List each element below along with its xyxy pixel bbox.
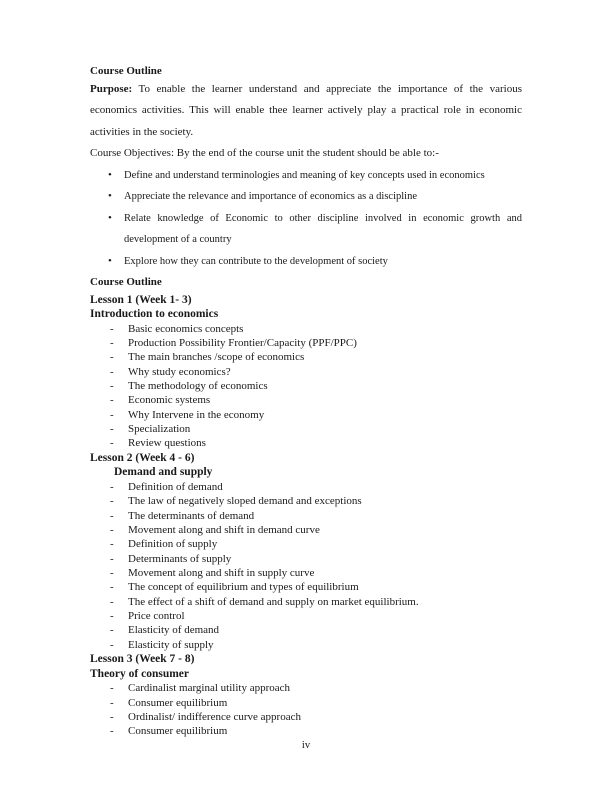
list-item-text: Price control — [128, 610, 185, 623]
list-item-text: Ordinalist/ indifference curve approach — [128, 710, 301, 723]
lesson-title: Lesson 2 (Week 4 - 6) — [90, 451, 195, 464]
dash-icon: - — [110, 437, 114, 450]
dash-icon: - — [110, 552, 114, 565]
page-title: Course Outline — [90, 65, 162, 77]
bullet-icon: • — [108, 168, 112, 181]
dash-icon: - — [110, 710, 114, 723]
list-item-text: Why study economics? — [128, 365, 231, 378]
list-item — [90, 165, 522, 187]
list-item — [90, 350, 522, 364]
list-item — [90, 724, 522, 738]
list-item-text: Basic economics concepts — [128, 322, 244, 335]
lesson-block-2 — [90, 451, 522, 652]
list-item-text: The effect of a shift of demand and supply on market equilibrium. — [128, 595, 419, 608]
dash-icon: - — [110, 509, 114, 522]
lesson-block-3 — [90, 652, 522, 739]
list-item — [90, 365, 522, 379]
dash-icon: - — [110, 495, 114, 508]
objectives-paragraph — [90, 143, 522, 165]
lesson-subtitle: Demand and supply — [114, 466, 213, 479]
list-item-text: Determinants of supply — [128, 552, 232, 565]
list-item — [90, 710, 522, 724]
objectives-label: Course Objectives: — [90, 147, 175, 159]
bullet-icon: • — [108, 254, 112, 267]
dash-icon: - — [110, 337, 114, 350]
list-item — [90, 580, 522, 594]
list-item — [90, 251, 522, 273]
list-item — [90, 494, 522, 508]
list-item-text: The methodology of economics — [128, 380, 268, 393]
dash-icon: - — [110, 595, 114, 608]
list-item — [90, 609, 522, 623]
dash-icon: - — [110, 351, 114, 364]
purpose-text: To enable the learner understand and appreciate the importance of the various economics activities. This will enable thee learner actively play a practical role in economic activities in the society. — [90, 82, 522, 138]
bullet-icon: • — [108, 190, 112, 202]
lesson-block-1 — [90, 293, 522, 451]
purpose-paragraph — [90, 79, 522, 144]
dash-icon: - — [110, 524, 114, 536]
list-item — [90, 480, 522, 494]
list-item-text: Definition of supply — [128, 538, 218, 551]
lesson-topics — [90, 480, 522, 652]
list-item-text: Consumer equilibrium — [128, 725, 228, 738]
list-item-text: Define and understand terminologies and meaning of key concepts used in economics — [124, 169, 485, 181]
list-item — [90, 552, 522, 566]
list-item-text: Movement along and shift in demand curve — [128, 524, 320, 536]
dash-icon: - — [110, 394, 114, 407]
list-item-text: The determinants of demand — [128, 509, 255, 522]
list-item — [90, 623, 522, 637]
list-item — [90, 509, 522, 523]
dash-icon: - — [110, 610, 114, 623]
dash-icon: - — [110, 682, 114, 695]
dash-icon: - — [110, 725, 114, 738]
list-item — [90, 537, 522, 551]
list-item — [90, 422, 522, 436]
list-item — [90, 523, 522, 537]
list-item-text: Production Possibility Frontier/Capacity (PPF/PPC) — [128, 337, 357, 350]
list-item-text: The concept of equilibrium and types of equilibrium — [128, 581, 359, 594]
list-item-text: Review questions — [128, 437, 206, 450]
list-item-text: Movement along and shift in supply curve — [128, 567, 315, 580]
dash-icon: - — [110, 480, 114, 493]
dash-icon: - — [110, 638, 114, 651]
list-item-text: Elasticity of demand — [128, 624, 220, 637]
bullet-icon: • — [108, 211, 112, 224]
list-item — [90, 595, 522, 609]
list-item — [90, 186, 522, 208]
list-item-text: Economic systems — [128, 394, 211, 407]
list-item-text: Explore how they can contribute to the development of society — [124, 255, 388, 267]
list-item — [90, 638, 522, 652]
lesson-title: Lesson 1 (Week 1- 3) — [90, 293, 192, 306]
dash-icon: - — [110, 423, 114, 436]
list-item-text: The main branches /scope of economics — [128, 351, 305, 364]
objectives-text: By the end of the course unit the student should be able to:- — [174, 147, 439, 159]
lesson-title: Lesson 3 (Week 7 - 8) — [90, 653, 195, 666]
list-item-text: Why Intervene in the economy — [128, 408, 265, 421]
list-item — [90, 379, 522, 393]
dash-icon: - — [110, 408, 114, 421]
dash-icon: - — [110, 696, 114, 709]
page-number: iv — [301, 740, 311, 751]
lesson-subtitle: Introduction to economics — [90, 308, 219, 321]
list-item-text: Appreciate the relevance and importance of economics as a discipline — [124, 191, 417, 202]
course-outline-heading: Course Outline — [90, 276, 162, 288]
dash-icon: - — [110, 538, 114, 551]
list-item — [90, 208, 522, 251]
dash-icon: - — [110, 567, 114, 580]
dash-icon: - — [110, 380, 114, 393]
lesson-topics — [90, 681, 522, 738]
lesson-topics — [90, 322, 522, 451]
list-item-text: Specialization — [128, 423, 191, 436]
dash-icon: - — [110, 365, 114, 378]
list-item — [90, 408, 522, 422]
list-item — [90, 681, 522, 695]
list-item-text: The law of negatively sloped demand and exceptions — [128, 495, 362, 508]
list-item — [90, 393, 522, 407]
objectives-list — [90, 165, 522, 273]
document-body — [90, 64, 522, 739]
list-item — [90, 436, 522, 450]
list-item-text: Definition of demand — [128, 480, 223, 493]
dash-icon: - — [110, 581, 114, 594]
list-item — [90, 566, 522, 580]
lesson-subtitle: Theory of consumer — [90, 667, 190, 680]
list-item-text: Relate knowledge of Economic to other discipline involved in economic growth and development of a country — [124, 212, 522, 245]
dash-icon: - — [110, 624, 114, 637]
list-item — [90, 322, 522, 336]
dash-icon: - — [110, 322, 114, 335]
list-item — [90, 336, 522, 350]
list-item-text: Cardinalist marginal utility approach — [128, 682, 291, 695]
list-item-text: Consumer equilibrium — [128, 696, 228, 709]
purpose-label: Purpose: — [90, 82, 133, 95]
list-item-text: Elasticity of supply — [128, 638, 214, 651]
list-item — [90, 696, 522, 710]
